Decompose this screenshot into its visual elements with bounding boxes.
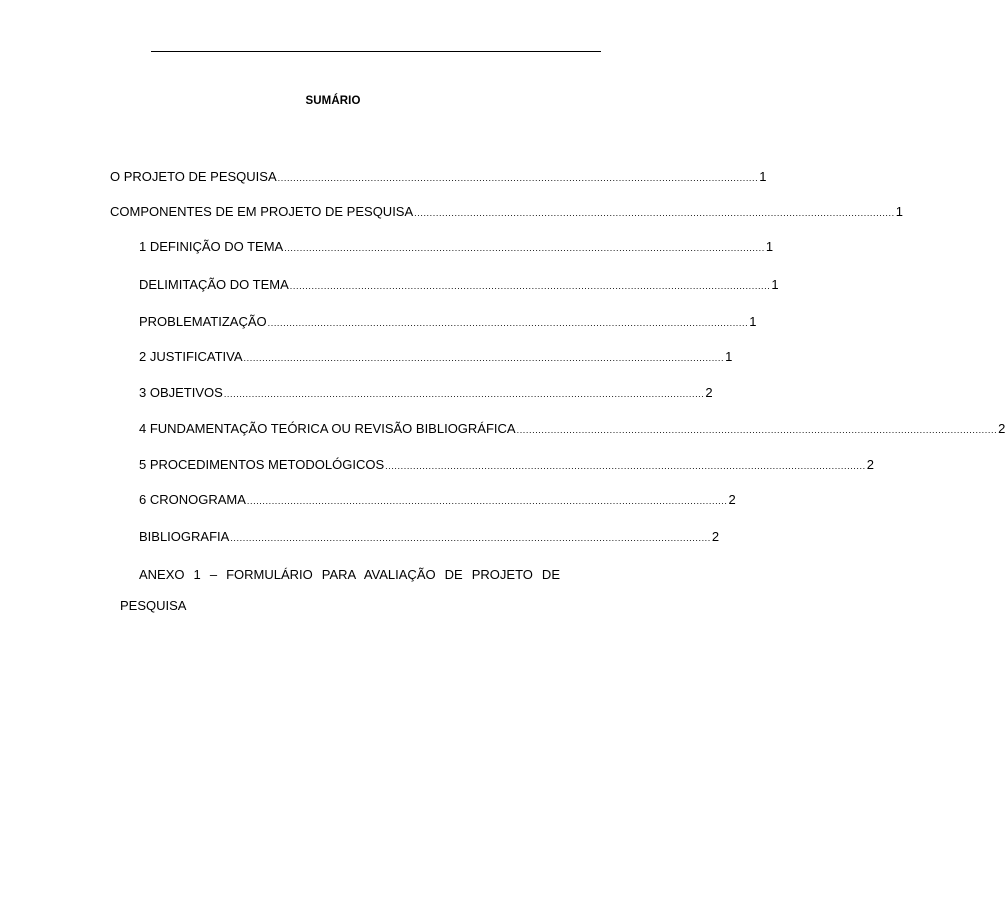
toc-dot-leader: ........................................................................................................................................................... [243, 353, 725, 363]
toc-entry[interactable] [110, 168, 767, 186]
toc-page-number: 2 [728, 492, 736, 507]
toc-page-number: 1 [765, 239, 774, 254]
toc-entry[interactable] [139, 456, 874, 474]
toc-entry-label: 6 CRONOGRAMA [139, 492, 246, 507]
toc-entry-label: 4 FUNDAMENTAÇÃO TEÓRICA OU REVISÃO BIBLIOGRÁFICA [139, 421, 516, 436]
toc-entry[interactable] [139, 420, 1005, 438]
toc-entry[interactable] [139, 384, 713, 402]
toc-page-number: 1 [771, 277, 779, 292]
toc-entry-label: 1 DEFINIÇÃO DO TEMA [139, 239, 284, 254]
toc-dot-leader: ........................................................................................................................................................... [284, 243, 765, 253]
toc-page-number: 1 [895, 204, 903, 219]
toc-entry[interactable] [139, 348, 733, 366]
toc-dot-leader: ........................................................................................................................................................... [289, 281, 771, 291]
toc-page-number: 1 [749, 314, 757, 329]
toc-dot-leader: ........................................................................................................................................................... [277, 173, 759, 183]
toc-entry[interactable] [139, 491, 736, 509]
toc-entry[interactable] [110, 203, 903, 221]
toc-dot-leader: ........................................................................................................................................................... [385, 461, 866, 471]
toc-entry[interactable] [139, 528, 720, 546]
toc-entry-label: COMPONENTES DE EM PROJETO DE PESQUISA [110, 204, 414, 219]
toc-entry-annex[interactable]: ANEXO 1 – FORMULÁRIO PARA AVALIAÇÃO DE PROJETO DE [139, 567, 560, 582]
toc-dot-leader: ........................................................................................................................................................... [414, 208, 895, 218]
toc-dot-leader: ........................................................................................................................................................... [246, 496, 728, 506]
toc-entry-label: 3 OBJETIVOS [139, 385, 223, 400]
page-title: SUMÁRIO [305, 95, 361, 107]
toc-entry[interactable] [139, 276, 779, 294]
toc-entry-annex-continuation: PESQUISA [120, 598, 187, 613]
toc-dot-leader: ........................................................................................................................................................... [267, 318, 749, 328]
toc-page-number: 2 [705, 385, 713, 400]
toc-page-number: 1 [759, 169, 767, 184]
toc-entry-label: PROBLEMATIZAÇÃO [139, 314, 267, 329]
toc-page-number: 1 [725, 349, 733, 364]
toc-dot-leader: ........................................................................................................................................................... [516, 425, 998, 435]
toc-page-number: 2 [711, 529, 720, 544]
toc-entry-label: 5 PROCEDIMENTOS METODOLÓGICOS [139, 457, 385, 472]
toc-entry[interactable] [139, 313, 757, 331]
toc-entry-label: BIBLIOGRAFIA [139, 529, 230, 544]
toc-entry-label: DELIMITAÇÃO DO TEMA [139, 277, 289, 292]
toc-page-number: 2 [866, 457, 874, 472]
header-rule [151, 51, 601, 52]
toc-dot-leader: ........................................................................................................................................................... [230, 533, 711, 543]
toc-page-number: 2 [998, 421, 1005, 436]
toc-entry-label: O PROJETO DE PESQUISA [110, 169, 277, 184]
toc-entry-label: 2 JUSTIFICATIVA [139, 349, 243, 364]
toc-dot-leader: ........................................................................................................................................................... [223, 389, 705, 399]
toc-entry[interactable] [139, 238, 774, 256]
